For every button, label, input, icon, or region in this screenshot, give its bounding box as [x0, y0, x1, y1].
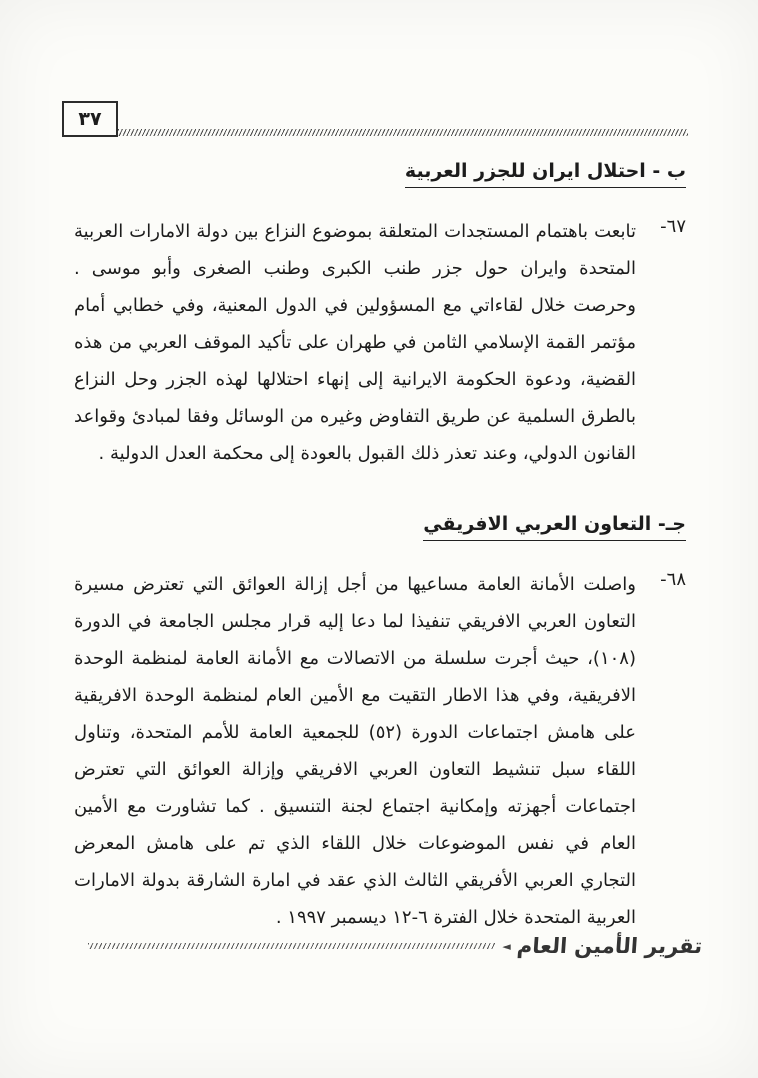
- paragraph-68: [74, 566, 686, 937]
- document-body: [74, 160, 686, 936]
- page-number: ٣٧: [78, 108, 102, 130]
- footer-hatched-rule: [88, 943, 496, 949]
- page-footer: [88, 934, 702, 958]
- section-heading: [74, 160, 686, 188]
- section-heading-text: جـ- التعاون العربي الافريقي: [423, 513, 686, 541]
- paragraph-body: واصلت الأمانة العامة مساعيها من أجل إزالة العوائق التي تعترض مسيرة التعاون العربي الافريقي تنفيذا لما دعا إليه قرار مجلس الجامعة في الدورة (١٠٨)، حيث أجرت سلسلة من الاتصالات مع الأمانة العامة لمنظمة الوحدة الافريقية، وفي هذا الاطار التقيت مع الأمين العام لمنظمة الوحدة الافريقية على هامش اجتماعات الدورة (٥٢) للجمعية العامة للأمم المتحدة، وتناول اللقاء سبل تنشيط التعاون العربي الافريقي وإزالة العوائق التي تعترض اجتماعات أجهزته وإمكانية اجتماع لجنة التنسيق . كما تشاورت مع الأمين العام في نفس الموضوعات خلال اللقاء الذي تم على هامش المعرض التجاري العربي الأفريقي الثالث الذي عقد في امارة الشارقة بدولة الامارات العربية المتحدة خلال الفترة ٦-١٢ ديسمبر ١٩٩٧ .: [74, 573, 637, 929]
- paragraph-number: ٦٨-: [660, 568, 686, 590]
- section-iran-occupation: [74, 160, 686, 473]
- section-heading-text: ب - احتلال ايران للجزر العربية: [405, 160, 686, 188]
- paragraph-number: ٦٧-: [660, 216, 686, 237]
- footer-stamp-text: تقرير الأمين العام: [515, 934, 703, 958]
- section-heading: [74, 513, 686, 541]
- paragraph-67: [74, 213, 686, 473]
- footer-ornament-icon: ◄: [502, 939, 511, 953]
- page-number-box: [62, 101, 118, 137]
- header-hatched-rule: [118, 129, 688, 136]
- paragraph-body: تابعت باهتمام المستجدات المتعلقة بموضوع النزاع بين دولة الامارات العربية المتحدة وايران حول جزر طنب الكبرى وطنب الصغرى وأبو موسى . وحرصت خلال لقاءاتي مع المسؤولين في الدول المعنية، وفي خطابي أمام مؤتمر القمة الإسلامي الثامن في طهران على تأكيد الموقف العربي من هذه القضية، ودعوة الحكومة الايرانية إلى إنهاء احتلالها لهذه الجزر وحل النزاع بالطرق السلمية عن طريق التفاوض وغيره من الوسائل وفقا لمبادئ وقواعد القانون الدولي، وعند تعذر ذلك القبول بالعودة إلى محكمة العدل الدولية .: [74, 221, 636, 465]
- page-header-rule: [62, 101, 688, 137]
- section-arab-african-cooperation: [74, 513, 686, 937]
